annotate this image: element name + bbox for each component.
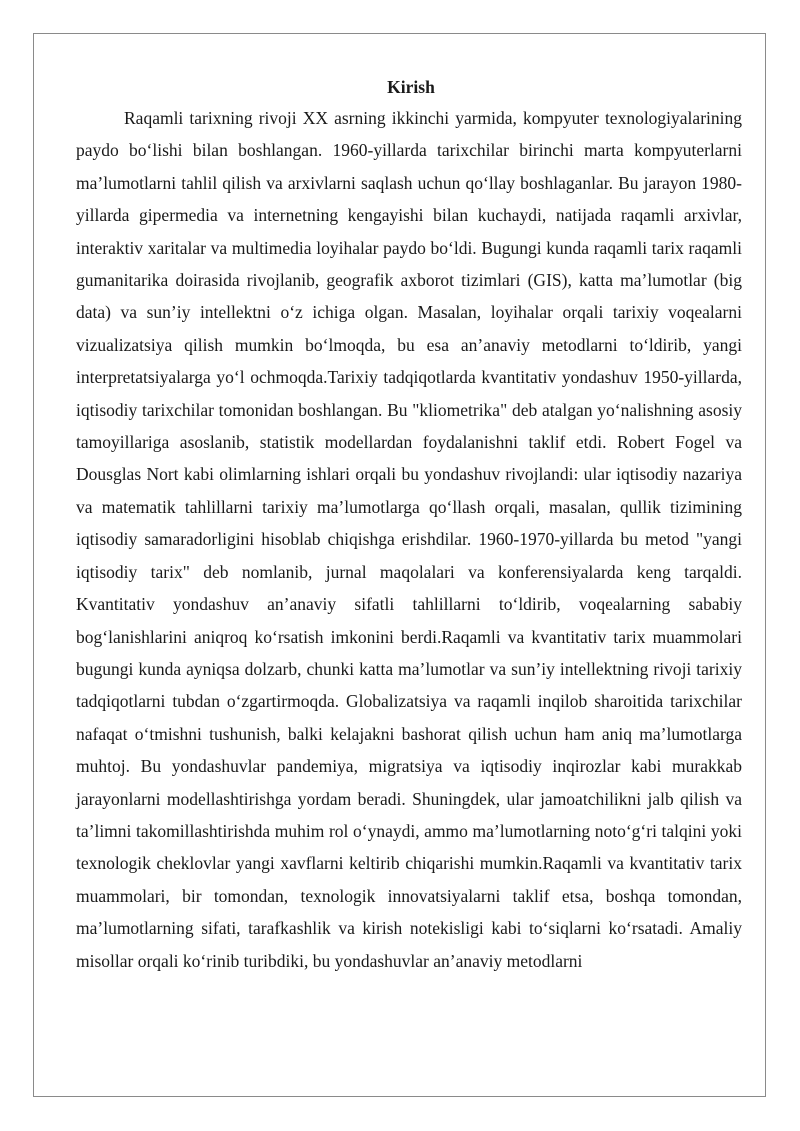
body-paragraph: Raqamli tarixning rivoji XX asrning ikkinchi yarmida, kompyuter texnologiyalarining paydo bo‘lishi bilan boshlangan. 1960-yillarda tarixchilar birinchi marta kompyuterlarni ma’lumotlarni tahlil qilish va arxivlarni saqlash uchun qo‘llay boshlaganlar. Bu jarayon 1980-yillarda gipermedia va internetning kengayishi bilan kuchaydi, natijada raqamli arxivlar, interaktiv xaritalar va multimedia loyihalar paydo bo‘ldi. Bugungi kunda raqamli tarix raqamli gumanitarika doirasida rivojlanib, geografik axborot tizimlari (GIS), katta ma’lumotlar (big data) va sun’iy intellektni o‘z ichiga olgan. Masalan, loyihalar orqali tarixiy voqealarni vizualizatsiya qilish mumkin bo‘lmoqda, bu esa an’anaviy metodlarni to‘ldirib, yangi interpretatsiyalarga yo‘l ochmoqda.Tarixiy tadqiqotlarda kvantitativ yondashuv 1950-yillarda, iqtisodiy tarixchilar tomonidan boshlangan. Bu "kliometrika" deb atalgan yo‘nalishning asosiy tamoyillariga asoslanib, statistik modellardan foydalanishni taklif etdi. Robert Fogel va Dousglas Nort kabi olimlarning ishlari orqali bu yondashuv rivojlandi: ular iqtisodiy nazariya va matematik tahlillarni tarixiy ma’lumotlarga qo‘llash orqali, masalan, qullik tizimining iqtisodiy samaradorligini hisoblab chiqishga erishdilar. 1960-1970-yillarda bu metod "yangi iqtisodiy tarix" deb nomlanib, jurnal maqolalari va konferensiyalarda keng tarqaldi. Kvantitativ yondashuv an’anaviy sifatli tahlillarni to‘ldirib, voqealarning sababiy bog‘lanishlarini aniqroq ko‘rsatish imkonini berdi.Raqamli va kvantitativ tarix muammolari bugungi kunda ayniqsa dolzarb, chunki katta ma’lumotlar va sun’iy intellektning rivoji tarixiy tadqiqotlarni tubdan o‘zgartirmoqda. Globalizatsiya va raqamli inqilob sharoitida tarixchilar nafaqat o‘tmishni tushunish, balki kelajakni bashorat qilish uchun ham aniq ma’lumotlarga muhtoj. Bu yondashuvlar pandemiya, migratsiya va iqtisodiy inqirozlar kabi murakkab jarayonlarni modellashtirishga yordam beradi. Shuningdek, ular jamoatchilikni jalb qilish va ta’limni takomillashtirishda muhim rol o‘ynaydi, ammo ma’lumotlarning noto‘g‘ri talqini yoki texnologik cheklovlar yangi xavflarni keltirib chiqarishi mumkin.Raqamli va kvantitativ tarix muammolari, bir tomondan, texnologik innovatsiyalarni taklif etsa, boshqa tomondan, ma’lumotlarning sifati, tarafkashlik va kirish notekisligi kabi to‘siqlarni ko‘rsatadi. Amaliy misollar orqali ko‘rinib turibdiki, bu yondashuvlar an’anaviy metodlarni [76, 108, 742, 971]
document-content [76, 74, 742, 977]
document-title: Kirish [387, 77, 435, 97]
